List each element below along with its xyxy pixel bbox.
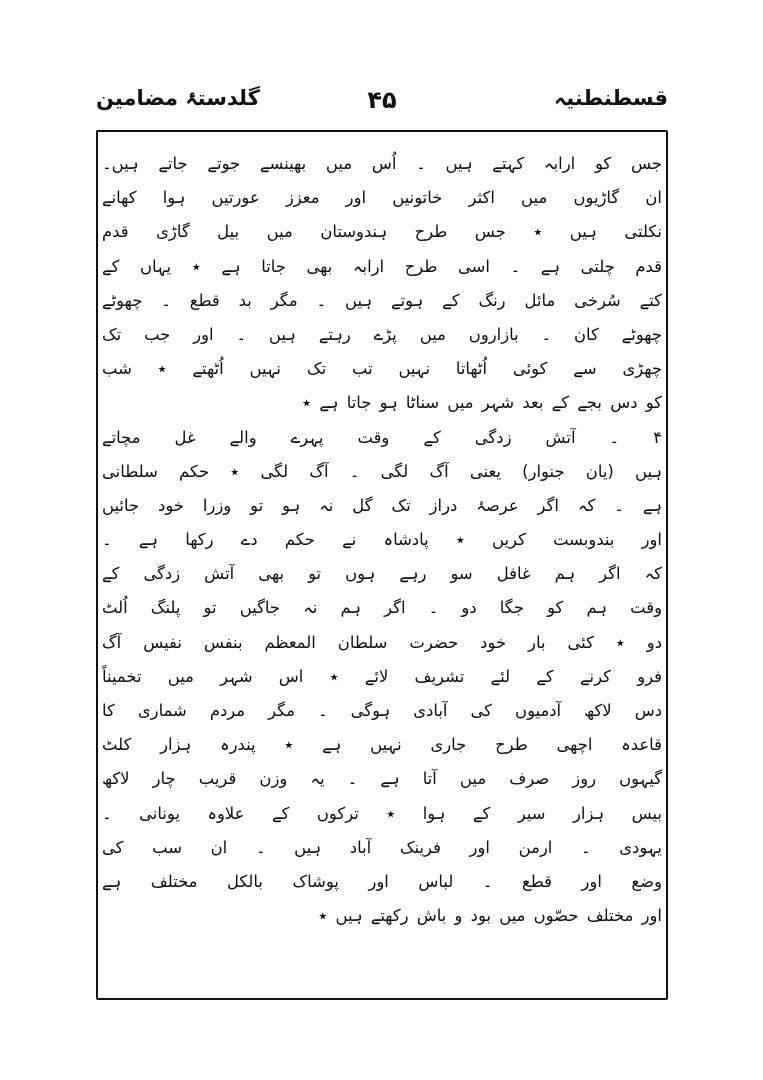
text-line: یہودی ۔ ارمن اور فرینک آباد ہیں ۔ ان سب کی [102,837,662,857]
text-line: قاعدہ اچھی طرح جاری نہیں ہے ٭ پندرہ ہزار کلٹ [102,735,662,755]
text-line: دو ٭ کئی بار خود حضرت سلطان المعظم بنفس نفیس آگ [102,632,662,652]
text-line: چھوٹے کان ۔ بازاروں میں پڑے رہتے ہیں ۔ اور جب تک [102,324,662,344]
book-title: گلدستۂ مضامین [96,86,260,110]
text-line: گیہوں روز صرف میں آتا ہے ۔ یہ وزن قریب چار لاکھ [102,769,662,789]
text-line: وقت ہم کو جگا دو ۔ اگر ہم نہ جاگیں تو پلنگ اُلٹ [102,598,662,618]
page-body-text [102,147,662,933]
text-line: چھڑی سے کوئی اُٹھاتا نہیں تب تک نہیں اُٹھتے ٭ شب [102,359,662,379]
text-line: فرو کرنے کے لئے تشریف لائے ٭ اس شہر میں تخمیناً [102,666,662,686]
page-number: ۴۵ [367,86,397,114]
text-line: اور مختلف حصّوں میں بود و باش رکھتے ہیں ٭ [318,906,662,926]
text-line: جس کو ارابہ کہتے ہیں ۔ اُس میں بھینسے جوتے جاتے ہیں۔ [102,154,662,173]
text-line: کہ اگر ہم غافل سو رہے ہوں تو بھی آتش زدگی کے [102,564,662,584]
text-line: کتے سُرخی مائل رنگ کے ہوتے ہیں ۔ مگر بد قطع ۔ چھوٹے [102,290,662,310]
text-line: بیس ہزار سیر کے ہوا ٭ ترکوں کے علاوہ یونانی ۔ [102,803,662,823]
page-header [96,80,668,124]
text-line: اور بندوبست کریں ٭ پادشاہ نے حکم دے رکھا ہے ۔ [102,530,662,550]
text-line: قدم چلتی ہے ۔ اسی طرح ارابہ بھی جاتا ہے ٭ یہاں کے [102,256,662,276]
text-line: کو دس بجے کے بعد شہر میں سناٹا ہو جاتا ہے ٭ [302,393,662,413]
text-line: ان گاڑیوں میں اکثر خاتونیں اور معزز عورتیں ہوا کھانے [102,188,662,208]
text-line: ہے ۔ کہ اگر عرصۂ دراز تک گل نہ ہو تو وزرا خود جائیں [102,495,662,515]
text-line: وضع اور قطع ۔ لباس اور پوشاک بالکل مختلف ہے [102,871,662,891]
text-line: ہیں (یان جنوار) یعنی آگ لگی ۔ آگ لگی ٭ حکم سلطانی [102,461,662,481]
text-line: نکلتی ہیں ٭ جس طرح ہندوستان میں بیل گاڑی قدم [102,222,662,242]
text-line: دس لاکھ آدمیوں کی آبادی ہوگی ۔ مگر مردم شماری کا [102,701,662,720]
text-line: ۴ ۔ آتش زدگی کے وقت پہرے والے غل مچاتے [102,427,662,447]
running-title: قسطنطنیہ [553,86,668,110]
